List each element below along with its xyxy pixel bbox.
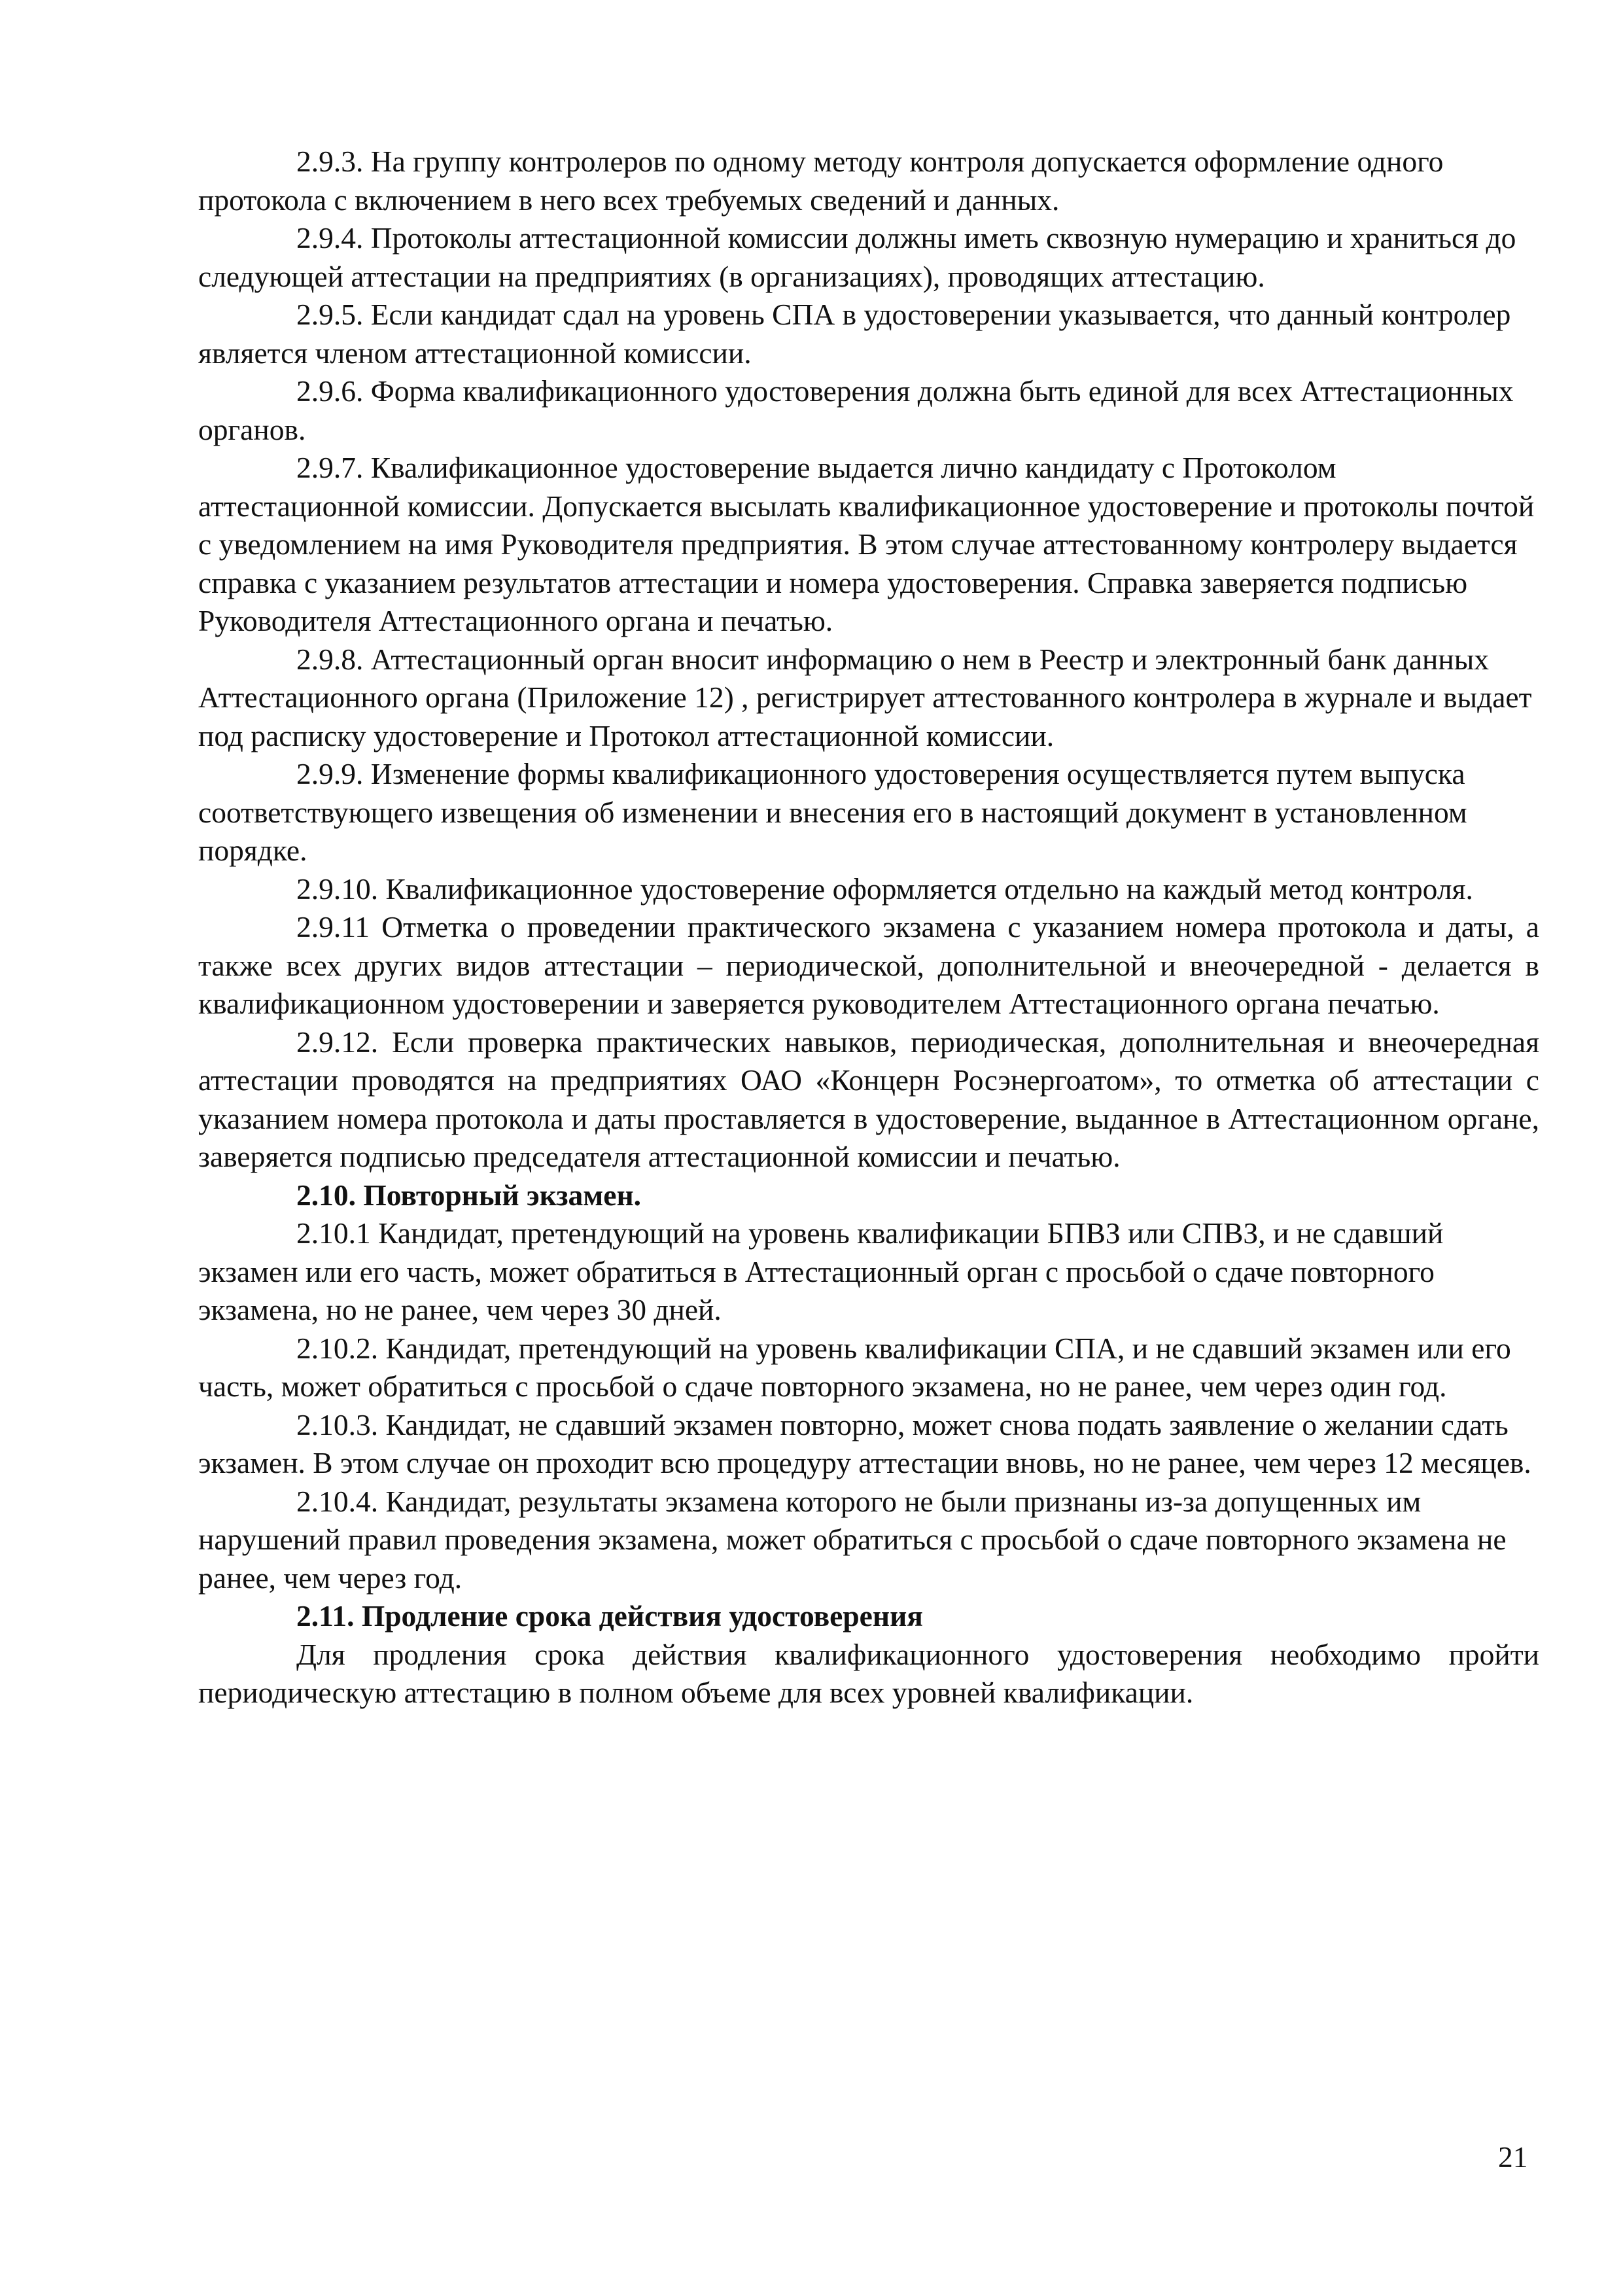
paragraph-2-9-10: 2.9.10. Квалификационное удостоверение оформляется отдельно на каждый метод контроля. xyxy=(296,872,1473,906)
paragraph-2-10-4: 2.10.4. Кандидат, результаты экзамена которого не были признаны из-за допущенных им нарушений правил проведения экзамена, может обратиться с просьбой о сдаче повторного экзамена не ранее, чем через год. xyxy=(198,1484,1507,1595)
paragraph-2-9-4: 2.9.4. Протоколы аттестационной комиссии должны иметь сквозную нумерацию и храниться до следующей аттестации на предприятиях (в организациях), проводящих аттестацию. xyxy=(198,221,1516,293)
document-page xyxy=(198,143,1539,1712)
paragraph-2-9-3: 2.9.3. На группу контролеров по одному методу контроля допускается оформление одного протокола с включением в него всех требуемых сведений и данных. xyxy=(198,145,1444,217)
paragraph-2-10-2: 2.10.2. Кандидат, претендующий на уровень квалификации СПА, и не сдавший экзамен или его часть, может обратиться с просьбой о сдаче повторного экзамена, но не ранее, чем через один год. xyxy=(198,1331,1511,1403)
paragraph-2-10-1: 2.10.1 Кандидат, претендующий на уровень квалификации БПВЗ или СПВЗ, и не сдавший экзамен или его часть, может обратиться в Аттестационный орган с просьбой о сдаче повторного экзамена, но не ранее, чем через 30 дней. xyxy=(198,1216,1444,1326)
section-heading-2-11: 2.11. Продление срока действия удостоверения xyxy=(296,1599,923,1633)
paragraph-2-9-12: 2.9.12. Если проверка практических навыков, периодическая, дополнительная и внеочередная аттестации проводятся на предприятиях ОАО «Концерн Росэнергоатом», то отметка об аттестации с указанием номера протокола и даты проставляется в удостоверение, выданное в Аттестационном органе, заверяется подписью председателя аттестационной комиссии и печатью. xyxy=(198,1025,1539,1173)
paragraph-2-9-6: 2.9.6. Форма квалификационного удостоверения должна быть единой для всех Аттестационных органов. xyxy=(198,374,1514,446)
paragraph-2-9-7: 2.9.7. Квалификационное удостоверение выдается лично кандидату с Протоколом аттестационной комиссии. Допускается высылать квалификационное удостоверение и протоколы почтой с уведомлением на имя Руководителя предприятия. В этом случае аттестованному контролеру выдается справка с указанием результатов аттестации и номера удостоверения. Справка заверяется подписью Руководителя Аттестационного органа и печатью. xyxy=(198,451,1535,637)
paragraph-2-9-9: 2.9.9. Изменение формы квалификационного удостоверения осуществляется путем выпуска соответствующего извещения об изменении и внесения его в настоящий документ в установленном порядке. xyxy=(198,757,1467,867)
paragraph-2-9-5: 2.9.5. Если кандидат сдал на уровень СПА в удостоверении указывается, что данный контролер является членом аттестационной комиссии. xyxy=(198,298,1511,370)
paragraph-2-9-11: 2.9.11 Отметка о проведении практического экзамена с указанием номера протокола и даты, а также всех других видов аттестации – периодической, дополнительной и внеочередной - делается в квалификационном удостоверении и заверяется руководителем Аттестационного органа печатью. xyxy=(198,910,1539,1020)
section-heading-2-10: 2.10. Повторный экзамен. xyxy=(296,1178,642,1212)
paragraph-2-10-3: 2.10.3. Кандидат, не сдавший экзамен повторно, может снова подать заявление о желании сдать экзамен. В этом случае он проходит всю процедуру аттестации вновь, но не ранее, чем через 12 месяцев. xyxy=(198,1407,1531,1479)
paragraph-2-11: Для продления срока действия квалификационного удостоверения необходимо пройти периодическую аттестацию в полном объеме для всех уровней квалификации. xyxy=(198,1637,1539,1709)
page-number: 21 xyxy=(1498,2140,1528,2174)
paragraph-2-9-8: 2.9.8. Аттестационный орган вносит информацию о нем в Реестр и электронный банк данных Аттестационного органа (Приложение 12) , регистрирует аттестованного контролера в журнале и выдает под расписку удостоверение и Протокол аттестационной комиссии. xyxy=(198,642,1532,752)
